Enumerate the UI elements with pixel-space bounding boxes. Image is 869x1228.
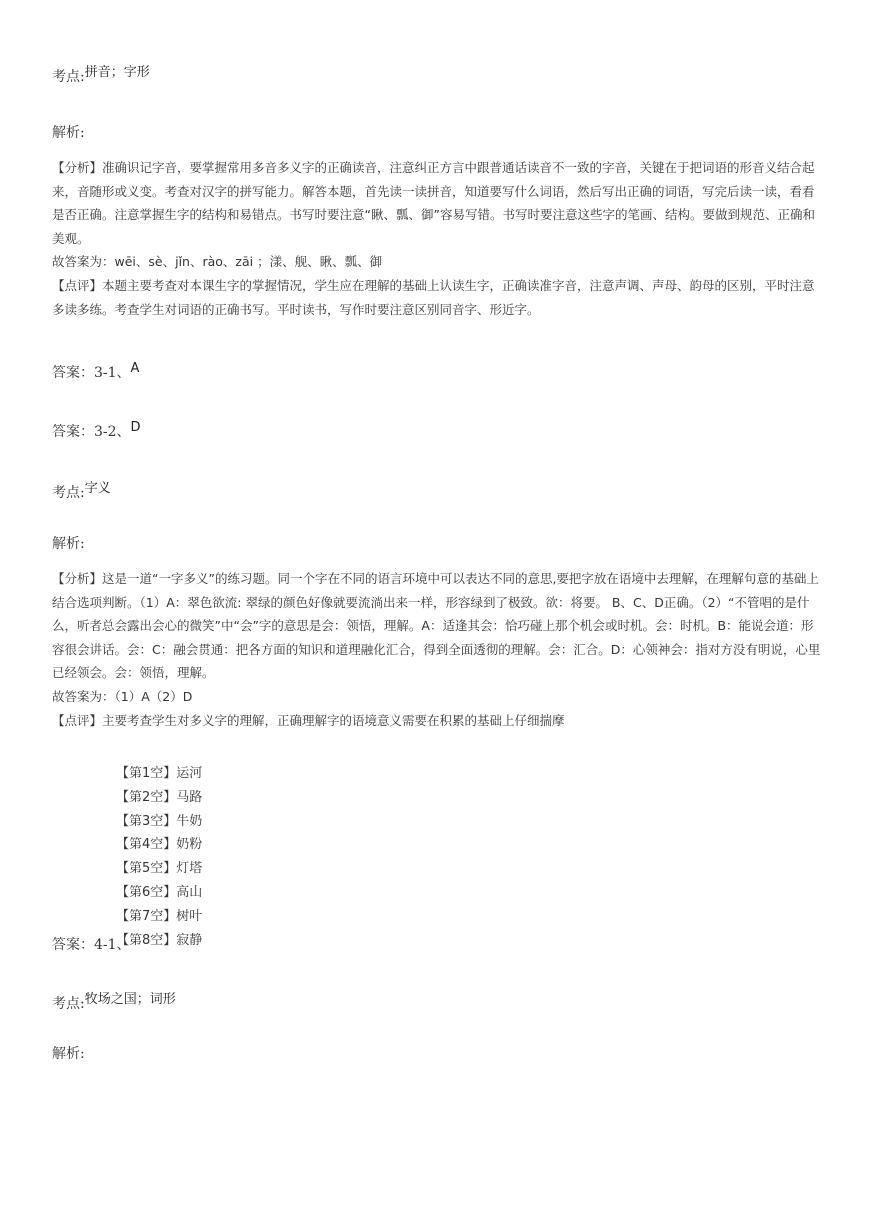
jiexi-label: 解析: (52, 1046, 85, 1062)
analysis-paragraph: 【分析】这是一道“一字多义”的练习题。同一个字在不同的语言环境中可以表达不同的意思,要把字放在语境中去理解，在理解句意的基础上结合选项判断。（1）A：翠色欲流: 翠绿的颜色好像就要流淌出来一样，形容绿到了极致。欲：将要。 B、C、D正确。（2）“不管唱的是什么，听者总会露出会心的微笑”中“会”字的意思是会：领悟，理解。A：适逢其会：恰巧碰上那个机会或时机。会：时机。B：能说会道：形容很会讲话。会：C：融会贯通：把各方面的知识和道理融化汇合，得到全面透彻的理解。会：汇合。D：心领神会：指对方没有明说，心里已经领会。会：领悟，理解。 (52, 571, 821, 681)
kaodian-label: 考点: (52, 69, 85, 85)
blank-answer: 【第1空】运河 (116, 766, 203, 781)
kaodian-row-3 (52, 993, 176, 1013)
blank-answers-list (116, 762, 202, 952)
blank-answer: 【第3空】牛奶 (116, 813, 203, 829)
comment-paragraph: 【点评】本题主要考查对本课生字的掌握情况，学生应在理解的基础上认读生字，正确读准字音，注意声调、声母、韵母的区别，平时注意多读多练。考查学生对词语的正确书写。平时读书，写作时要注意区别同音字、形近字。 (52, 277, 815, 317)
comment-paragraph: 【点评】主要考查学生对多义字的理解，正确理解字的语境意义需要在积累的基础上仔细揣摩 (52, 712, 565, 728)
answer-label: 答案：3-2、 (52, 424, 131, 440)
answer-3-1-row (52, 362, 139, 382)
jiexi-label: 解析: (52, 125, 85, 141)
blank-answer: 【第4空】奶粉 (116, 837, 203, 853)
kaodian-row-1 (52, 66, 150, 86)
analysis-block-1 (52, 156, 822, 321)
blank-answer: 【第7空】树叶 (116, 908, 203, 924)
answer-value: A (130, 361, 140, 376)
answer-line: 故答案为：（1）A（2）D (52, 688, 193, 704)
answer-label: 答案：3-1、 (52, 365, 131, 381)
blank-answer: 【第2空】马路 (116, 789, 203, 805)
blank-answer: 【第8空】寂静 (116, 932, 203, 948)
kaodian-value: 字义 (84, 481, 111, 496)
answer-4-1-label: 答案：4-1、 (52, 937, 131, 953)
kaodian-label: 考点: (52, 996, 85, 1012)
jiexi-label: 解析: (52, 536, 85, 552)
blank-answer: 【第6空】高山 (116, 884, 203, 900)
kaodian-value: 牧场之国；词形 (84, 992, 176, 1007)
analysis-paragraph: 【分析】准确识记字音，要掌握常用多音多义字的正确读音，注意纠正方言中跟普通话读音不一致的字音，关键在于把词语的形音义结合起来，音随形或义变。考查对汉字的拼写能力。解答本题，首先读一读拼音，知道要写什么词语，然后写出正确的词语，写完后读一读，看看是否正确。注意掌握生字的结构和易错点。书写时要注意“瞅、瓢、御”容易写错。书写时要注意这些字的笔画、结构。要做到规范、正确和美观。 (52, 160, 815, 246)
blank-answer: 【第5空】灯塔 (116, 861, 203, 877)
analysis-block-2 (52, 567, 822, 732)
kaodian-label: 考点: (52, 485, 85, 501)
answer-3-2-row (52, 421, 141, 441)
kaodian-value: 拼音；字形 (84, 65, 150, 80)
kaodian-row-2 (52, 482, 111, 502)
answer-value: D (130, 420, 141, 435)
answer-line: 故答案为：wēi、sè、jǐn、rào、zāi ；漾、舰、瞅、瓢、御 (52, 254, 383, 270)
